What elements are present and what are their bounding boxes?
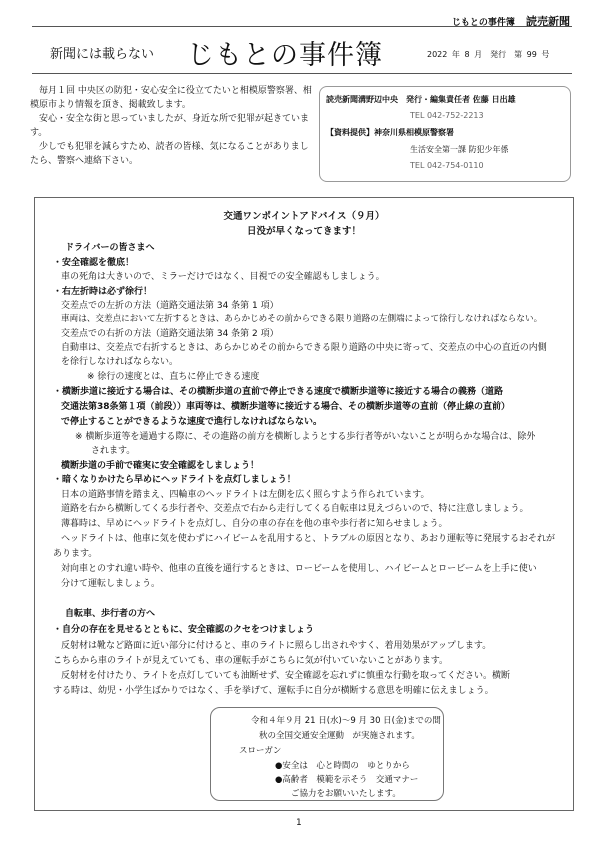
- intro-text: [30, 84, 315, 168]
- bullet-heading: ・右左折時は必ず徐行！: [53, 287, 153, 297]
- advice-subtitle: 日没が早くなってきます！: [246, 226, 361, 237]
- slogan-item: ●高齢者 模範を示そう 交通マナー: [275, 775, 419, 785]
- body-line: を徐行しなければならない。: [61, 357, 179, 367]
- bullet-heading: 交通法第38条第１項（前段））車両等は、横断歩道等に接近する場合、その横断歩道等の直前（停止線の直前）: [61, 402, 511, 412]
- campaign-name: 秋の全国交通安全運動 が実施されます。: [259, 731, 420, 741]
- bullet-heading: 横断歩道の手前で確実に安全確認をしましょう！: [61, 461, 260, 471]
- masthead-lead: 新聞には載らない: [50, 47, 155, 62]
- body-line: 反射材は靴など路面に近い部分に付けると、車のライトに照らし出されやすく、着用効果がアップします。: [61, 641, 492, 651]
- intro-paragraph: 安心・安全な街と思っていましたが、身近な所で犯罪が起きています。: [30, 114, 310, 138]
- brand-name: 読売新聞: [526, 15, 570, 28]
- body-line: する時は、幼児・小学生ばかりではなく、手を挙げて、運転手に自分が横断する意思を明確に伝えましょう。: [53, 686, 494, 696]
- body-line: 反射材を付けたり、ライトを点灯していても油断せず、安全確認を忘れずに慎重な行動を取ってください。横断: [61, 671, 511, 681]
- bullet-heading: ・横断歩道に接近する場合は、その横断歩道の直前で停止できる速度で横断歩道等に接近する場合の義務（道路: [53, 387, 504, 397]
- header-tag-text: じもとの事件簿: [451, 18, 515, 28]
- body-line: 車の死角は大きいので、ミラーだけではなく、目視での安全確認もしましょう。: [61, 272, 385, 282]
- bullet-heading: ・自分の存在を見せるとともに、安全確認のクセをつけましょう: [53, 625, 315, 635]
- bullet-heading: で停止することができるような速度で進行しなければならない。: [61, 417, 323, 427]
- page-number: 1: [296, 818, 302, 828]
- campaign-dates: 令和４年９月 21 日(水)～9 月 30 日(金)までの間: [251, 716, 441, 726]
- advice-title: 交通ワンポイントアドバイス（９月）: [223, 211, 385, 222]
- body-line: 車両は、交差点において左折するときは、あらかじめその前からできる限り道路の左側端によって徐行しなければならない。: [61, 314, 543, 324]
- publisher-box: [319, 86, 571, 182]
- intro-paragraph: 少しでも犯罪を減らすため、読者の皆様、気になることがありましたら、警察へ連絡下さい。: [30, 142, 309, 166]
- body-line: 交差点での右折の方法（道路交通法第 34 条第 2 項）: [61, 329, 279, 339]
- intro-paragraph: 毎月１回 中央区の防犯・安心安全に役立てたいと相模原警察署、相模原市より情報を頂き、掲載致します。: [30, 86, 312, 110]
- body-line: あります。: [53, 549, 98, 559]
- source-line: 【資料提供】神奈川県相模原警察署: [326, 128, 454, 137]
- publisher-tel: TEL 042-752-2213: [410, 111, 484, 120]
- campaign-closing: ご協力をお願いいたします。: [291, 789, 401, 799]
- body-line: 交差点での左折の方法（道路交通法第 34 条第 1 項）: [61, 301, 279, 311]
- masthead-title: じもとの事件簿: [187, 40, 383, 71]
- masthead: [32, 26, 572, 74]
- advice-section: [34, 197, 574, 811]
- body-line: 対向車とのすれ違い時や、他車の直後を通行するときは、ロービームを使用し、ハイビームとロービームを上手に使い: [61, 564, 537, 574]
- source-dept: 生活安全第一課 防犯少年係: [410, 145, 509, 154]
- source-tel: TEL 042-754-0110: [410, 161, 484, 170]
- body-line: 自動車は、交差点で右折するときは、あらかじめその前からできる限り道路の中央に寄って、交差点の中心の直近の内側: [61, 343, 547, 353]
- section-heading: ドライバーの皆さまへ: [65, 243, 155, 253]
- section-heading: 自転車、歩行者の方へ: [65, 609, 156, 619]
- note-line: ※ 徐行の速度とは、直ちに停止できる速度: [87, 372, 260, 382]
- slogan-label: スローガン: [239, 746, 282, 756]
- publisher-line: 読売新聞溝野辺中央 発行・編集責任者 佐藤 日出雄: [326, 95, 516, 104]
- note-line: されます。: [91, 446, 136, 456]
- issue-info: 2022 年 8 月 発行 第 99 号: [427, 50, 550, 59]
- body-line: ヘッドライトは、他車に気を使わずにハイビームを乱用すると、トラブルの原因となり、あおり運転等に発展するおそれが: [61, 534, 556, 544]
- note-line: ※ 横断歩道等を通過する際に、その進路の前方を横断しようとする歩行者等がいないことが明らかな場合は、除外: [75, 432, 536, 442]
- bullet-heading: ・暗くなりかけたら早めにヘッドライトを点灯しましょう！: [53, 475, 296, 485]
- body-line: 分けて運転しましょう。: [61, 579, 161, 589]
- body-line: 日本の道路事情を踏まえ、四輪車のヘッドライトは左側を広く照らすよう作られています。: [61, 490, 430, 500]
- bullet-heading: ・安全確認を徹底！: [53, 258, 135, 268]
- body-line: 薄暮時は、早めにヘッドライトを点灯し、自分の車の存在を他の車や歩行者に知らせましょう。: [61, 519, 448, 529]
- body-line: 道路を右から横断してくる歩行者や、交差点で右から走行してくる自転車は見えづらいので、特に注意しましょう。: [61, 504, 529, 514]
- campaign-box: [210, 707, 444, 801]
- slogan-item: ●安全は 心と時間の ゆとりから: [275, 761, 410, 771]
- body-line: こちらから車のライトが見えていても、車の運転手がこちらに気が付いていないことがあります。: [53, 656, 449, 666]
